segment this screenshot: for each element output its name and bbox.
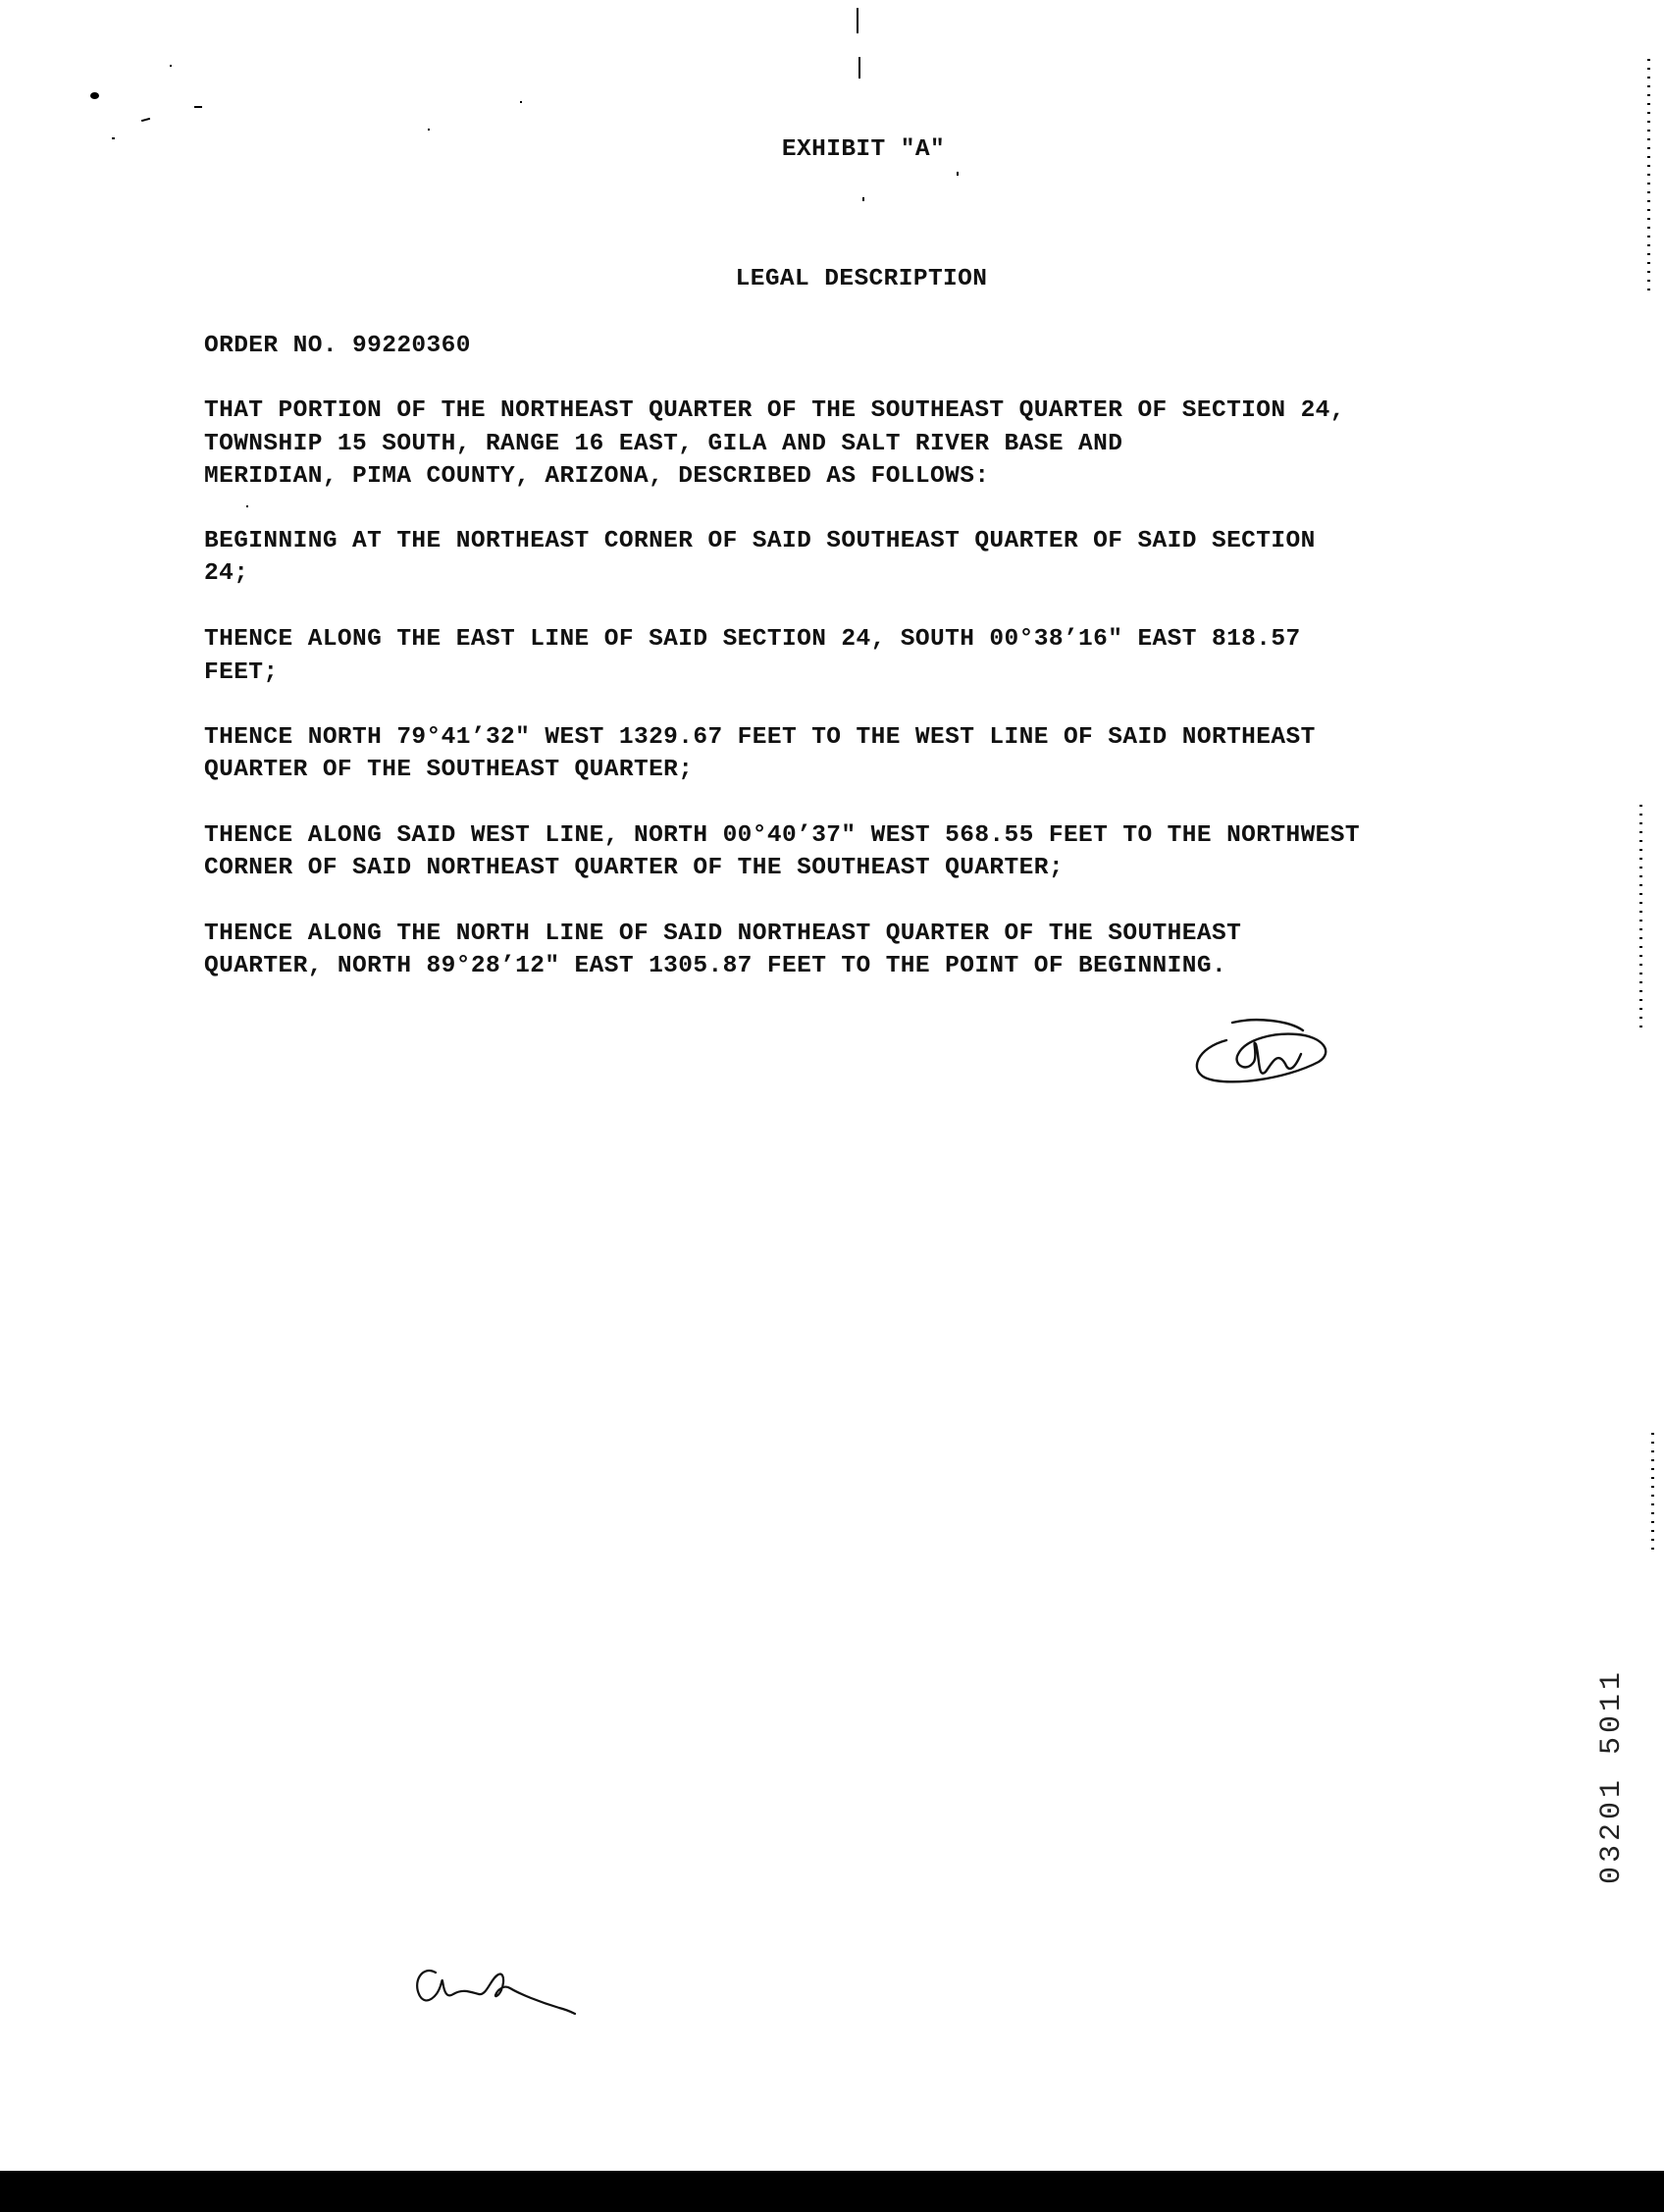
initials-signature xyxy=(1187,1009,1334,1091)
scan-speck xyxy=(170,65,172,67)
side-stamp xyxy=(1589,1560,1638,1894)
scan-speck xyxy=(857,8,858,33)
paragraph-line: QUARTER, NORTH 89°28’12" EAST 1305.87 FEET TO THE POINT OF BEGINNING. xyxy=(204,953,1227,979)
order-number: ORDER NO. 99220360 xyxy=(204,333,471,359)
scan-edge-noise xyxy=(1647,59,1650,294)
scan-speck xyxy=(520,101,522,103)
exhibit-title: EXHIBIT "A" xyxy=(781,136,946,163)
scan-speck xyxy=(957,172,959,176)
scan-edge-noise xyxy=(1651,1433,1654,1551)
scan-speck xyxy=(428,129,430,131)
scan-speck xyxy=(862,197,864,201)
signature xyxy=(402,1953,579,2022)
paragraph-line: FEET; xyxy=(204,659,279,686)
scan-speck xyxy=(858,57,860,79)
paragraph-line: THENCE NORTH 79°41’32" WEST 1329.67 FEET TO THE WEST LINE OF SAID NORTHEAST xyxy=(204,724,1316,751)
paragraph-line: TOWNSHIP 15 SOUTH, RANGE 16 EAST, GILA AND SALT RIVER BASE AND xyxy=(204,431,1123,457)
paragraph-line: THENCE ALONG THE EAST LINE OF SAID SECTION 24, SOUTH 00°38’16" EAST 818.57 xyxy=(204,626,1301,653)
paragraph-line: MERIDIAN, PIMA COUNTY, ARIZONA, DESCRIBED AS FOLLOWS: xyxy=(204,463,990,490)
side-stamp-number: 03201 5011 xyxy=(1595,1667,1629,1884)
scan-edge-noise xyxy=(1639,805,1642,1030)
paragraph-line: CORNER OF SAID NORTHEAST QUARTER OF THE SOUTHEAST QUARTER; xyxy=(204,855,1064,881)
paragraph-line: THENCE ALONG SAID WEST LINE, NORTH 00°40’37" WEST 568.55 FEET TO THE NORTHWEST xyxy=(204,822,1360,849)
paragraph-line: THAT PORTION OF THE NORTHEAST QUARTER OF THE SOUTHEAST QUARTER OF SECTION 24, xyxy=(204,397,1345,424)
scan-speck xyxy=(141,118,150,122)
scan-speck xyxy=(194,106,202,108)
paragraph-line: 24; xyxy=(204,560,249,587)
paragraph-line: BEGINNING AT THE NORTHEAST CORNER OF SAID SOUTHEAST QUARTER OF SAID SECTION xyxy=(204,528,1316,554)
scan-speck xyxy=(90,92,99,99)
paragraph-line: THENCE ALONG THE NORTH LINE OF SAID NORTHEAST QUARTER OF THE SOUTHEAST xyxy=(204,921,1242,947)
section-heading: LEGAL DESCRIPTION xyxy=(735,266,988,292)
paragraph-line: QUARTER OF THE SOUTHEAST QUARTER; xyxy=(204,757,694,783)
scan-speck xyxy=(246,505,248,507)
